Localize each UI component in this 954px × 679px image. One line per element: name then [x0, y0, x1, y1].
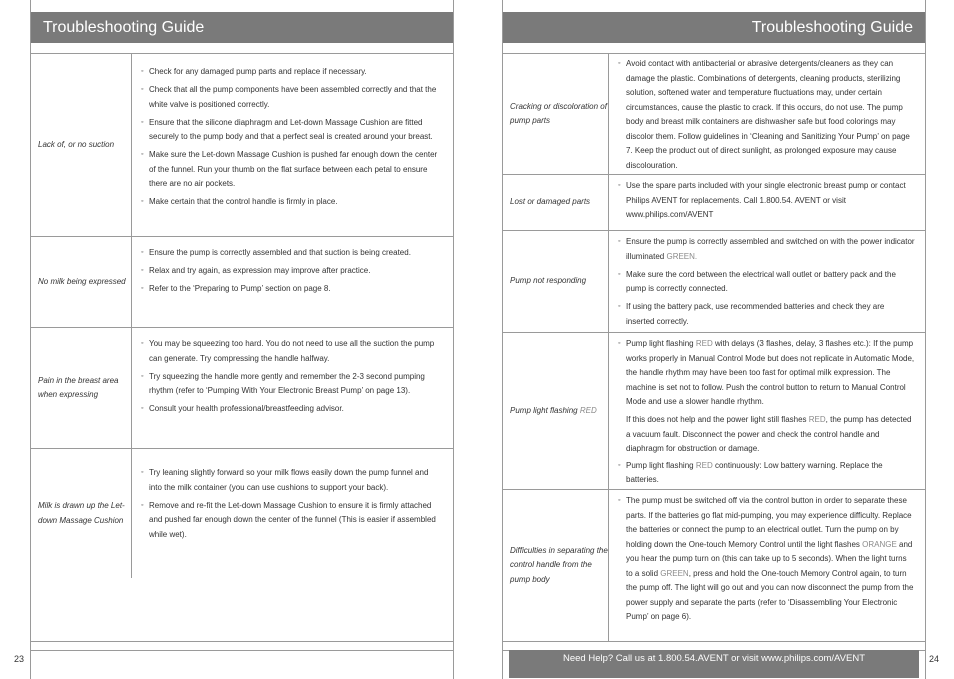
page-title: Troubleshooting Guide [503, 12, 925, 43]
solution-cell: ◦ Avoid contact with antibacterial or abrasive detergents/cleaners as they can damage the plastic. Combinations of detergents, cleaning products, sterilizing solution, softened water and temperature fluctuations may, under certain circumstances, cause the plastic to crack. If this occurs, do not use. The pump body and breast milk containers are dishwasher safe but food colorings may discolor them. Follow guidelines in ‘Cleaning and Sanitizing Your Pump’ on page 7. Keep the product out of direct sunlight, as prolonged exposure may cause discolouration. [609, 54, 925, 174]
page-number: 23 [14, 654, 25, 664]
page-title: Troubleshooting Guide [31, 12, 453, 43]
table-row [503, 490, 925, 641]
problem-cell: Difficulties in separating the control handle from the pump body [503, 490, 609, 641]
table-row [503, 54, 925, 175]
problem-cell: Lost or damaged parts [503, 175, 609, 230]
table-row [31, 328, 453, 449]
problem-cell: Cracking or discoloration of pump parts [503, 54, 609, 174]
left-page [30, 0, 454, 679]
problem-cell: Pump light flashing RED [503, 333, 609, 489]
table-row [31, 54, 453, 237]
solution-cell: ◦ Try leaning slightly forward so your milk flows easily down the pump funnel and into the milk container (you can use cushions to support your back). ◦ Remove and re-fit the Let-down Massage Cushion to ensure it is firmly attached and pushed far enough down the center of the funnel (This is easier if assembled while wet). [132, 449, 453, 578]
solution-cell: ◦ The pump must be switched off via the control button in order to separate these parts. If the batteries go flat mid-pumping, you may experience difficulty. Replace the batteries or connect the pump to an electrical outlet. Turn the pump on by holding down the One-touch Memory Control until the light flashes ORANGE and you hear the pump turn on (this can take up to 5 seconds). When the light turns to a solid GREEN, press and hold the One-touch Memory Control again, to turn the pump off. The light will go out and you can now disconnect the pump from the power supply and separate the parts (refer to ‘Disassembling Your Electronic Pump’ on page 6). [609, 490, 925, 641]
solution-cell: ◦ Check for any damaged pump parts and replace if necessary. ◦ Check that all the pump components have been assembled correctly and that the white valve is positioned correctly. ◦ Ensure that the silicone diaphragm and Let-down Massage Cushion are fitted securely to the pump body and that a perfect seal is created around your breast. ◦ Make sure the Let-down Massage Cushion is pushed far enough down the center of the funnel. Run your thumb on the flat surface between each petal to ensure there are no air pockets. ◦ Make certain that the control handle is firmly in place. [132, 54, 453, 236]
problem-cell: Lack of, or no suction [31, 54, 132, 236]
solution-cell: ◦ Ensure the pump is correctly assembled and switched on with the power indicator illuminated GREEN. ◦ Make sure the cord between the electrical wall outlet or battery pack and the pump is correctly connected. ◦ If using the battery pack, use recommended batteries and check they are inserted correctly. [609, 231, 925, 332]
solution-cell: ◦ Ensure the pump is correctly assembled and that suction is being created. ◦ Relax and try again, as expression may improve after practice. ◦ Refer to the ‘Preparing to Pump’ section on page 8. [132, 237, 453, 327]
table-row [31, 237, 453, 328]
help-footer: Need Help? Call us at 1.800.54.AVENT or visit www.philips.com/AVENT [509, 650, 919, 678]
table-row [503, 175, 925, 231]
solution-cell: ◦ Use the spare parts included with your single electronic breast pump or contact Philips AVENT for replacements. Call 1.800.54. AVENT or visit www.philips.com/AVENT [609, 175, 925, 230]
problem-cell: No milk being expressed [31, 237, 132, 327]
solution-cell: ◦ You may be squeezing too hard. You do not need to use all the suction the pump can generate. Try compressing the handle halfway. ◦ Try squeezing the handle more gently and remember the 2-3 second pumping rhythm (refer to ‘Pumping With Your Electronic Breast Pump’ on page 13). ◦ Consult your health professional/breastfeeding advisor. [132, 328, 453, 448]
problem-cell: Milk is drawn up the Let-down Massage Cushion [31, 449, 132, 578]
solution-cell: ◦ Pump light flashing RED with delays (3 flashes, delay, 3 flashes etc.): If the pump works properly in Manual Control Mode but does not replicate in Automatic Mode, the handle rhythm may have been too fast for optimal milk expression. The machine is set not to follow. Push the control button to return to Manual Control Mode and use a slower handle rhythm. If this does not help and the power light still flashes RED, the pump has detected a vacuum fault. Disconnect the power and check the control handle and diaphragm for obstruction or damage. ◦ Pump light flashing RED continuously: Low battery warning. Replace the batteries. [609, 333, 925, 489]
page-number: 24 [929, 654, 940, 664]
right-page [502, 0, 926, 679]
problem-cell: Pain in the breast area when expressing [31, 328, 132, 448]
problem-cell: Pump not responding [503, 231, 609, 332]
table-row [503, 333, 925, 490]
table-row [31, 449, 453, 578]
table-row [503, 231, 925, 333]
